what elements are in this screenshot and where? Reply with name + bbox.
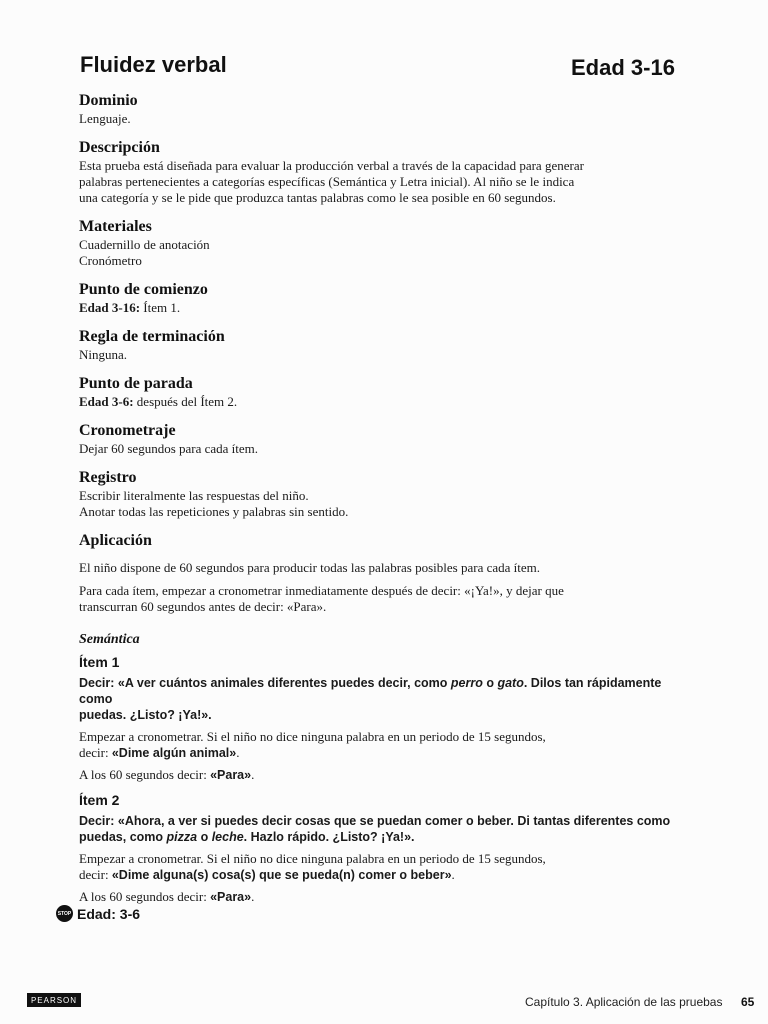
record-line: Escribir literalmente las respuestas del niño. bbox=[79, 488, 309, 503]
subsection-heading: Semántica bbox=[79, 632, 140, 647]
section-text: Dejar 60 segundos para cada ítem. bbox=[79, 441, 259, 456]
section-text bbox=[79, 394, 691, 410]
section-semantica bbox=[79, 631, 691, 905]
description-line: Esta prueba está diseñada para evaluar la producción verbal a través de la capacidad para generar bbox=[79, 158, 584, 173]
section-punto-comienzo bbox=[79, 280, 691, 316]
age-range-title: Edad 3-16 bbox=[571, 55, 675, 80]
section-heading: Punto de parada bbox=[79, 375, 193, 392]
section-registro bbox=[79, 468, 691, 520]
stop-icon: STOP bbox=[56, 905, 73, 922]
section-text: Ninguna. bbox=[79, 347, 128, 362]
section-text: Lenguaje. bbox=[79, 111, 131, 126]
stop-point-text: después del Ítem 2. bbox=[133, 394, 238, 409]
page-title: Fluidez verbal bbox=[80, 52, 227, 77]
instruction-line: decir: «Dime alguna(s) cosa(s) que se pueda(n) comer o beber». bbox=[79, 867, 455, 882]
section-dominio bbox=[79, 91, 691, 127]
material-item: Cuadernillo de anotación bbox=[79, 237, 210, 252]
instruction-line: Decir: «Ahora, a ver si puedes decir cosas que se puedan comer o beber. Di tantas diferentes como bbox=[79, 814, 671, 828]
publisher-logo: PEARSON bbox=[27, 993, 81, 1007]
material-item: Cronómetro bbox=[79, 253, 142, 268]
section-regla-terminacion bbox=[79, 327, 691, 363]
instruction-line: Empezar a cronometrar. Si el niño no dice ninguna palabra en un periodo de 15 segundos, bbox=[79, 851, 546, 866]
item-heading: Ítem 1 bbox=[79, 654, 120, 670]
instruction-line: A los 60 segundos decir: «Para». bbox=[79, 889, 255, 904]
record-line: Anotar todas las repeticiones y palabras sin sentido. bbox=[79, 504, 349, 519]
instruction-line: A los 60 segundos decir: «Para». bbox=[79, 767, 255, 782]
page-number: 65 bbox=[741, 995, 755, 1009]
section-heading: Cronometraje bbox=[79, 422, 176, 439]
section-heading: Regla de terminación bbox=[79, 328, 225, 345]
item-2-block bbox=[79, 791, 691, 905]
application-paragraph: El niño dispone de 60 segundos para producir todas las palabras posibles para cada ítem. bbox=[79, 560, 541, 575]
application-paragraph: Para cada ítem, empezar a cronometrar inmediatamente después de decir: «¡Ya!», y dejar que bbox=[79, 583, 564, 598]
item-heading: Ítem 2 bbox=[79, 792, 120, 808]
section-heading: Registro bbox=[79, 469, 137, 486]
instruction-line: decir: «Dime algún animal». bbox=[79, 745, 240, 760]
description-line: una categoría y se le pide que produzca tantas palabras como le sea posible en 60 segundos. bbox=[79, 190, 556, 205]
section-heading: Dominio bbox=[79, 92, 138, 109]
instruction-line: Decir: «A ver cuántos animales diferentes puedes decir, como perro o gato. Dilos tan rápidamente como bbox=[79, 676, 662, 706]
section-heading: Aplicación bbox=[79, 532, 152, 549]
section-descripcion bbox=[79, 138, 691, 206]
page-content bbox=[79, 91, 691, 905]
section-materiales bbox=[79, 217, 691, 269]
section-aplicacion bbox=[79, 531, 691, 615]
instruction-line: puedas, como pizza o leche. Hazlo rápido. ¿Listo? ¡Ya!». bbox=[79, 830, 415, 844]
stop-age-label: Edad: 3-6 bbox=[77, 905, 141, 922]
item-1-block bbox=[79, 653, 691, 783]
stop-rule bbox=[56, 905, 140, 922]
section-punto-parada bbox=[79, 374, 691, 410]
description-line: palabras pertenecientes a categorías específicas (Semántica y Letra inicial). Al niño se le indica bbox=[79, 174, 575, 189]
instruction-line: Empezar a cronometrar. Si el niño no dice ninguna palabra en un periodo de 15 segundos, bbox=[79, 729, 546, 744]
section-heading: Materiales bbox=[79, 218, 152, 235]
section-heading: Descripción bbox=[79, 139, 160, 156]
age-label: Edad 3-6: bbox=[79, 394, 134, 409]
section-text bbox=[79, 300, 691, 316]
application-paragraph: transcurran 60 segundos antes de decir: «Para». bbox=[79, 599, 327, 614]
footer-chapter: Capítulo 3. Aplicación de las pruebas bbox=[525, 995, 723, 1009]
start-item-text: Ítem 1. bbox=[140, 300, 181, 315]
section-heading: Punto de comienzo bbox=[79, 281, 208, 298]
section-cronometraje bbox=[79, 421, 691, 457]
age-label: Edad 3-16: bbox=[79, 300, 141, 315]
instruction-line: puedas. ¿Listo? ¡Ya!». bbox=[79, 708, 212, 722]
